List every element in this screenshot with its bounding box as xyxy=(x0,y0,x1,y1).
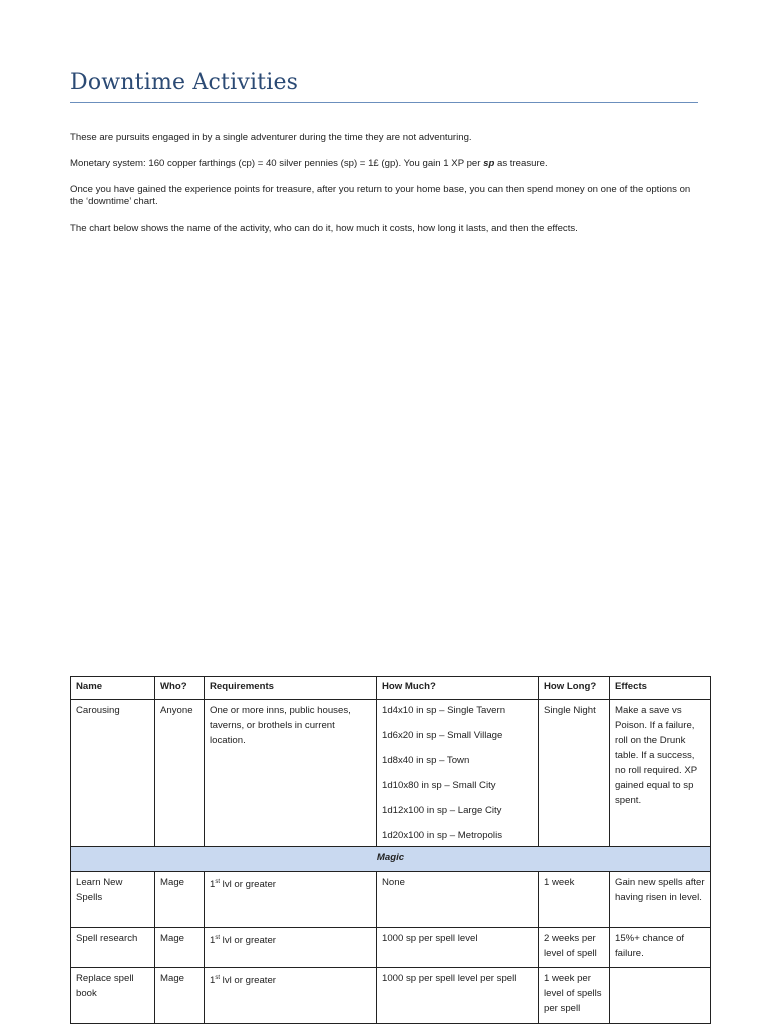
monetary-paragraph xyxy=(70,158,700,170)
cell-how-long: 2 weeks per level of spell xyxy=(539,928,610,968)
cell-how-much: 1000 sp per spell level xyxy=(377,928,539,968)
cost-small-city: 1d10x80 in sp – Small City xyxy=(382,780,496,791)
cell-effects: Gain new spells after having risen in level. xyxy=(610,872,711,928)
req-number: 1 xyxy=(210,879,216,891)
cost-single-tavern: 1d4x10 in sp – Single Tavern xyxy=(382,705,506,716)
cost-small-village: 1d6x20 in sp – Small Village xyxy=(382,730,503,741)
monetary-text-bold: sp xyxy=(483,158,495,169)
table-row xyxy=(71,872,711,928)
cell-who: Mage xyxy=(155,928,205,968)
cell-effects: 15%+ chance of failure. xyxy=(610,928,711,968)
cell-effects xyxy=(610,968,711,1024)
cost-large-city: 1d12x100 in sp – Large City xyxy=(382,805,502,816)
downtime-table xyxy=(70,676,711,1024)
table-header-row xyxy=(71,677,711,700)
req-ordinal: st xyxy=(215,879,221,885)
cell-name: Spell research xyxy=(71,928,155,968)
cell-name: Learn New Spells xyxy=(71,872,155,928)
cell-how-long: 1 week per level of spells per spell xyxy=(539,968,610,1024)
req-text: lvl or greater xyxy=(220,879,276,891)
cell-requirements xyxy=(205,872,377,928)
section-label-magic: Magic xyxy=(71,847,711,872)
cell-name: Carousing xyxy=(71,700,155,847)
header-how-long: How Long? xyxy=(539,677,610,700)
cell-how-much: None xyxy=(377,872,539,928)
req-text: lvl or greater xyxy=(220,935,276,947)
table-row-carousing xyxy=(71,700,711,847)
cost-town: 1d8x40 in sp – Town xyxy=(382,755,470,766)
header-effects: Effects xyxy=(610,677,711,700)
req-text: lvl or greater xyxy=(220,975,276,987)
page-title: Downtime Activities xyxy=(70,70,299,95)
req-number: 1 xyxy=(210,975,216,987)
cell-name: Replace spell book xyxy=(71,968,155,1024)
cell-requirements xyxy=(205,928,377,968)
header-requirements: Requirements xyxy=(205,677,377,700)
req-ordinal: st xyxy=(215,935,221,941)
intro-paragraph: These are pursuits engaged in by a single adventurer during the time they are not adventuring. xyxy=(70,132,472,143)
cell-how-long: Single Night xyxy=(539,700,610,847)
header-name: Name xyxy=(71,677,155,700)
table-row xyxy=(71,968,711,1024)
monetary-text-a: Monetary system: 160 copper farthings (cp) = 40 silver pennies (sp) = 1£ (gp). You gain 1 XP per xyxy=(70,158,484,169)
req-number: 1 xyxy=(210,935,216,947)
chart-description-paragraph: The chart below shows the name of the activity, who can do it, how much it costs, how long it lasts, and then the effects. xyxy=(70,223,578,234)
cell-effects: Make a save vs Poison. If a failure, roll on the Drunk table. If a success, no roll required. XP gained equal to sp spent. xyxy=(610,700,711,847)
cell-requirements xyxy=(205,968,377,1024)
cost-metropolis: 1d20x100 in sp – Metropolis xyxy=(382,830,502,841)
cell-who: Mage xyxy=(155,968,205,1024)
experience-paragraph: Once you have gained the experience points for treasure, after you return to your home base, you can then spend money on one of the options on the ‘downtime’ chart. xyxy=(70,184,691,207)
cell-how-long: 1 week xyxy=(539,872,610,928)
cell-who: Anyone xyxy=(155,700,205,847)
cell-requirements: One or more inns, public houses, taverns, or brothels in current location. xyxy=(205,700,377,847)
req-ordinal: st xyxy=(215,975,221,981)
header-how-much: How Much? xyxy=(377,677,539,700)
header-who: Who? xyxy=(155,677,205,700)
section-row-magic xyxy=(71,847,711,872)
title-underline xyxy=(70,102,698,103)
cell-how-much xyxy=(377,700,539,847)
cell-who: Mage xyxy=(155,872,205,928)
table-row xyxy=(71,928,711,968)
cell-how-much: 1000 sp per spell level per spell xyxy=(377,968,539,1024)
monetary-text-b: as treasure. xyxy=(494,158,548,169)
